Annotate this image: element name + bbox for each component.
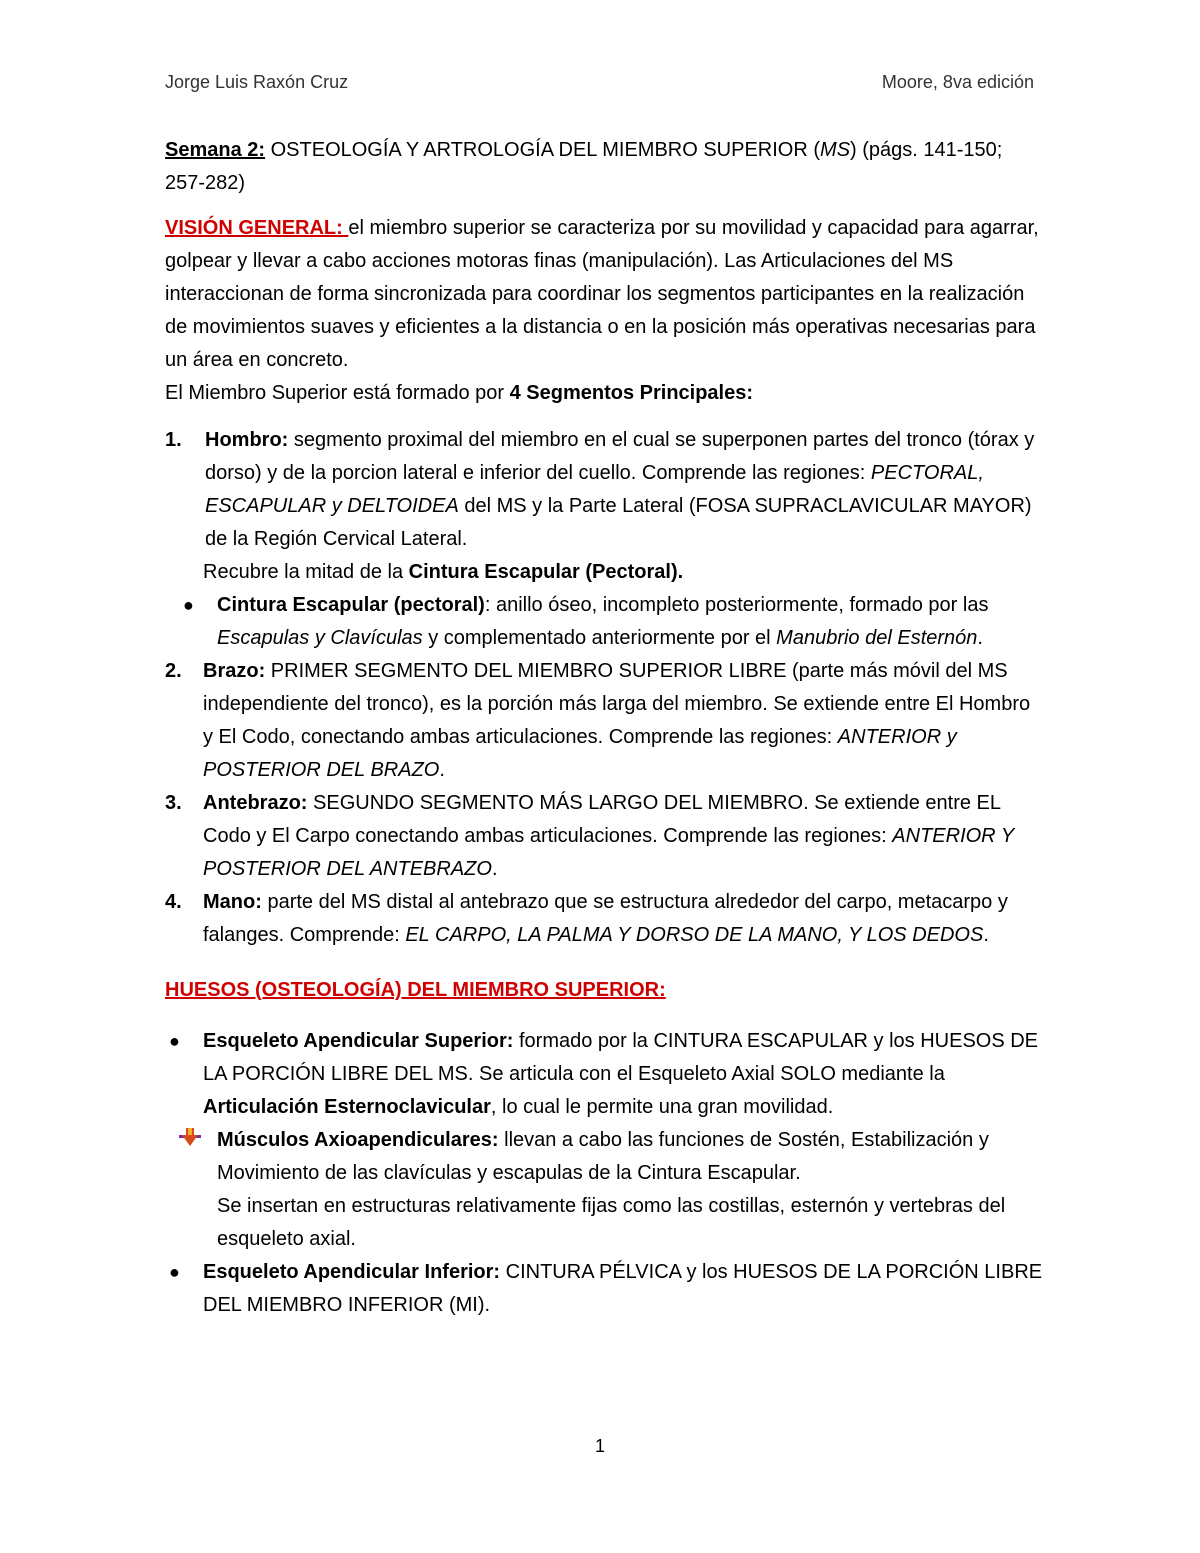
bullet-icon: ● (169, 1262, 180, 1282)
sub-item-text (217, 1124, 1045, 1190)
bones-item-desc: formado por la CINTURA ESCAPULAR y los HUESOS DE LA PORCIÓN LIBRE DEL MS. Se articula con el Esqueleto Axial SOLO mediante la (203, 1030, 1039, 1085)
title-pages: ) (págs. 141-150; 257-282) (165, 139, 1003, 194)
bones-item-text (203, 1025, 1045, 1124)
sub-item-end: . (977, 627, 983, 649)
overview-text: el miembro superior se caracteriza por su movilidad y capacidad para agarrar, golpear y llevar a cabo acciones motoras finas (manipulación). Las Articulaciones del MS interaccionan de forma sincronizada para coordinar los segmentos participantes en la realización de movimientos suaves y eficientes a la distancia o en la posición más operativas necesarias para un área en concreto. (165, 217, 1039, 371)
segment-text (203, 787, 1045, 886)
list-number: 4. (165, 891, 182, 913)
bullet-icon: ● (169, 1031, 180, 1051)
list-item (165, 424, 1045, 589)
segment-note-text: Recubre la mitad de la (203, 561, 409, 583)
list-item (165, 589, 1045, 655)
sub-item-desc: : anillo óseo, incompleto posteriormente, formado por las (484, 594, 989, 616)
sub-item-text (217, 589, 1045, 655)
header-author: Jorge Luis Raxón Cruz (165, 72, 349, 92)
list-item (165, 886, 1045, 952)
segment-desc-2: . (491, 858, 498, 880)
overview-label: VISIÓN GENERAL: (165, 217, 349, 239)
bones-item-bold: Articulación Esternoclavicular (203, 1096, 491, 1118)
bones-item-text (203, 1256, 1045, 1322)
sub-item-desc: llevan a cabo las funciones de Sostén, Estabilización y Movimiento de las clavículas y escapulas de la Cintura Escapular. (217, 1129, 989, 1184)
bones-item-name: Esqueleto Apendicular Inferior: (203, 1261, 501, 1283)
segments-intro (165, 377, 1045, 410)
arrow-down-icon (179, 1126, 201, 1159)
sub-item-italic-2: Manubrio del Esternón (776, 627, 978, 649)
list-number: 2. (165, 660, 182, 682)
segment-regions: EL CARPO, LA PALMA Y DORSO DE LA MANO, Y LOS DEDOS (405, 924, 984, 946)
list-number: 1. (165, 429, 182, 451)
overview-paragraph (165, 212, 1045, 377)
section-heading-text: HUESOS (OSTEOLOGÍA) DEL MIEMBRO SUPERIOR: (165, 979, 666, 1001)
segment-desc-2: . (439, 759, 445, 781)
segment-name: Hombro: (205, 429, 289, 451)
list-item (165, 1025, 1045, 1124)
bullet-icon: ● (183, 595, 194, 615)
segment-desc: parte del MS distal al antebrazo que se estructura alrededor del carpo, metacarpo y falanges. Comprende: (203, 891, 1008, 946)
segment-desc-2: del MS y la Parte Lateral (FOSA SUPRACLAVICULAR MAYOR) de la Región Cervical Lateral. (205, 495, 1032, 550)
title-ms: MS (820, 139, 851, 161)
segment-desc-2: . (983, 924, 989, 946)
sub-item-name: Músculos Axioapendiculares: (217, 1129, 499, 1151)
segment-regions: PECTORAL, ESCAPULAR y DELTOIDEA (205, 462, 984, 517)
segment-desc: SEGUNDO SEGMENTO MÁS LARGO DEL MIEMBRO. Se extiende entre EL Codo y El Carpo conectando ambas articulaciones. Comprende las regiones: (203, 792, 1001, 847)
segments-intro-bold: 4 Segmentos Principales: (509, 382, 754, 404)
sub-item-name: Cintura Escapular (pectoral) (217, 594, 485, 616)
segment-name: Mano: (203, 891, 262, 913)
segment-note-bold: Cintura Escapular (Pectoral). (408, 561, 684, 583)
bones-item-desc-2: , lo cual le permite una gran movilidad. (490, 1096, 834, 1118)
list-item (165, 655, 1045, 787)
section-heading (165, 974, 1045, 1007)
segments-intro-text: El Miembro Superior está formado por (165, 382, 510, 404)
title-text: OSTEOLOGÍA Y ARTROLOGÍA DEL MIEMBRO SUPERIOR ( (265, 139, 821, 161)
bones-item-desc: CINTURA PÉLVICA y los HUESOS DE LA PORCIÓN LIBRE DEL MIEMBRO INFERIOR (MI). (203, 1261, 1043, 1316)
list-number: 3. (165, 792, 182, 814)
segment-text (203, 886, 1045, 952)
document-body (165, 134, 1045, 1322)
segment-name: Brazo: (203, 660, 266, 682)
segment-text (203, 655, 1045, 787)
sub-item-italic: Escapulas y Clavículas (217, 627, 423, 649)
sub-item-desc-2: y complementado anteriormente por el (422, 627, 777, 649)
bones-item-name: Esqueleto Apendicular Superior: (203, 1030, 514, 1052)
segment-regions: ANTERIOR y POSTERIOR DEL BRAZO (203, 726, 957, 781)
page-number: 1 (594, 1436, 605, 1456)
segment-desc: segmento proximal del miembro en el cual se superponen partes del tronco (tórax y dorso) y de la porcion lateral e inferior del cuello. Comprende las regiones: (205, 429, 1035, 484)
sub-item-note: Se insertan en estructuras relativamente fijas como las costillas, esternón y vertebras del esqueleto axial. (217, 1195, 1006, 1250)
title-label: Semana 2: (165, 139, 266, 161)
header-source: Moore, 8va edición (881, 72, 1034, 92)
list-item (165, 1124, 1045, 1256)
segments-list (165, 424, 1045, 952)
segment-regions: ANTERIOR Y POSTERIOR DEL ANTEBRAZO (203, 825, 1014, 880)
segment-text (203, 424, 1045, 556)
segment-desc: PRIMER SEGMENTO DEL MIEMBRO SUPERIOR LIBRE (parte más móvil del MS independiente del tronco), es la porción más larga del miembro. Se extiende entre El Hombro y El Codo, conectando ambas articulaciones. Comprende las regiones: (203, 660, 1031, 748)
page-title (165, 134, 1045, 200)
segment-note (203, 556, 1045, 589)
segment-name: Antebrazo: (203, 792, 308, 814)
list-item (165, 1256, 1045, 1322)
list-item (165, 787, 1045, 886)
